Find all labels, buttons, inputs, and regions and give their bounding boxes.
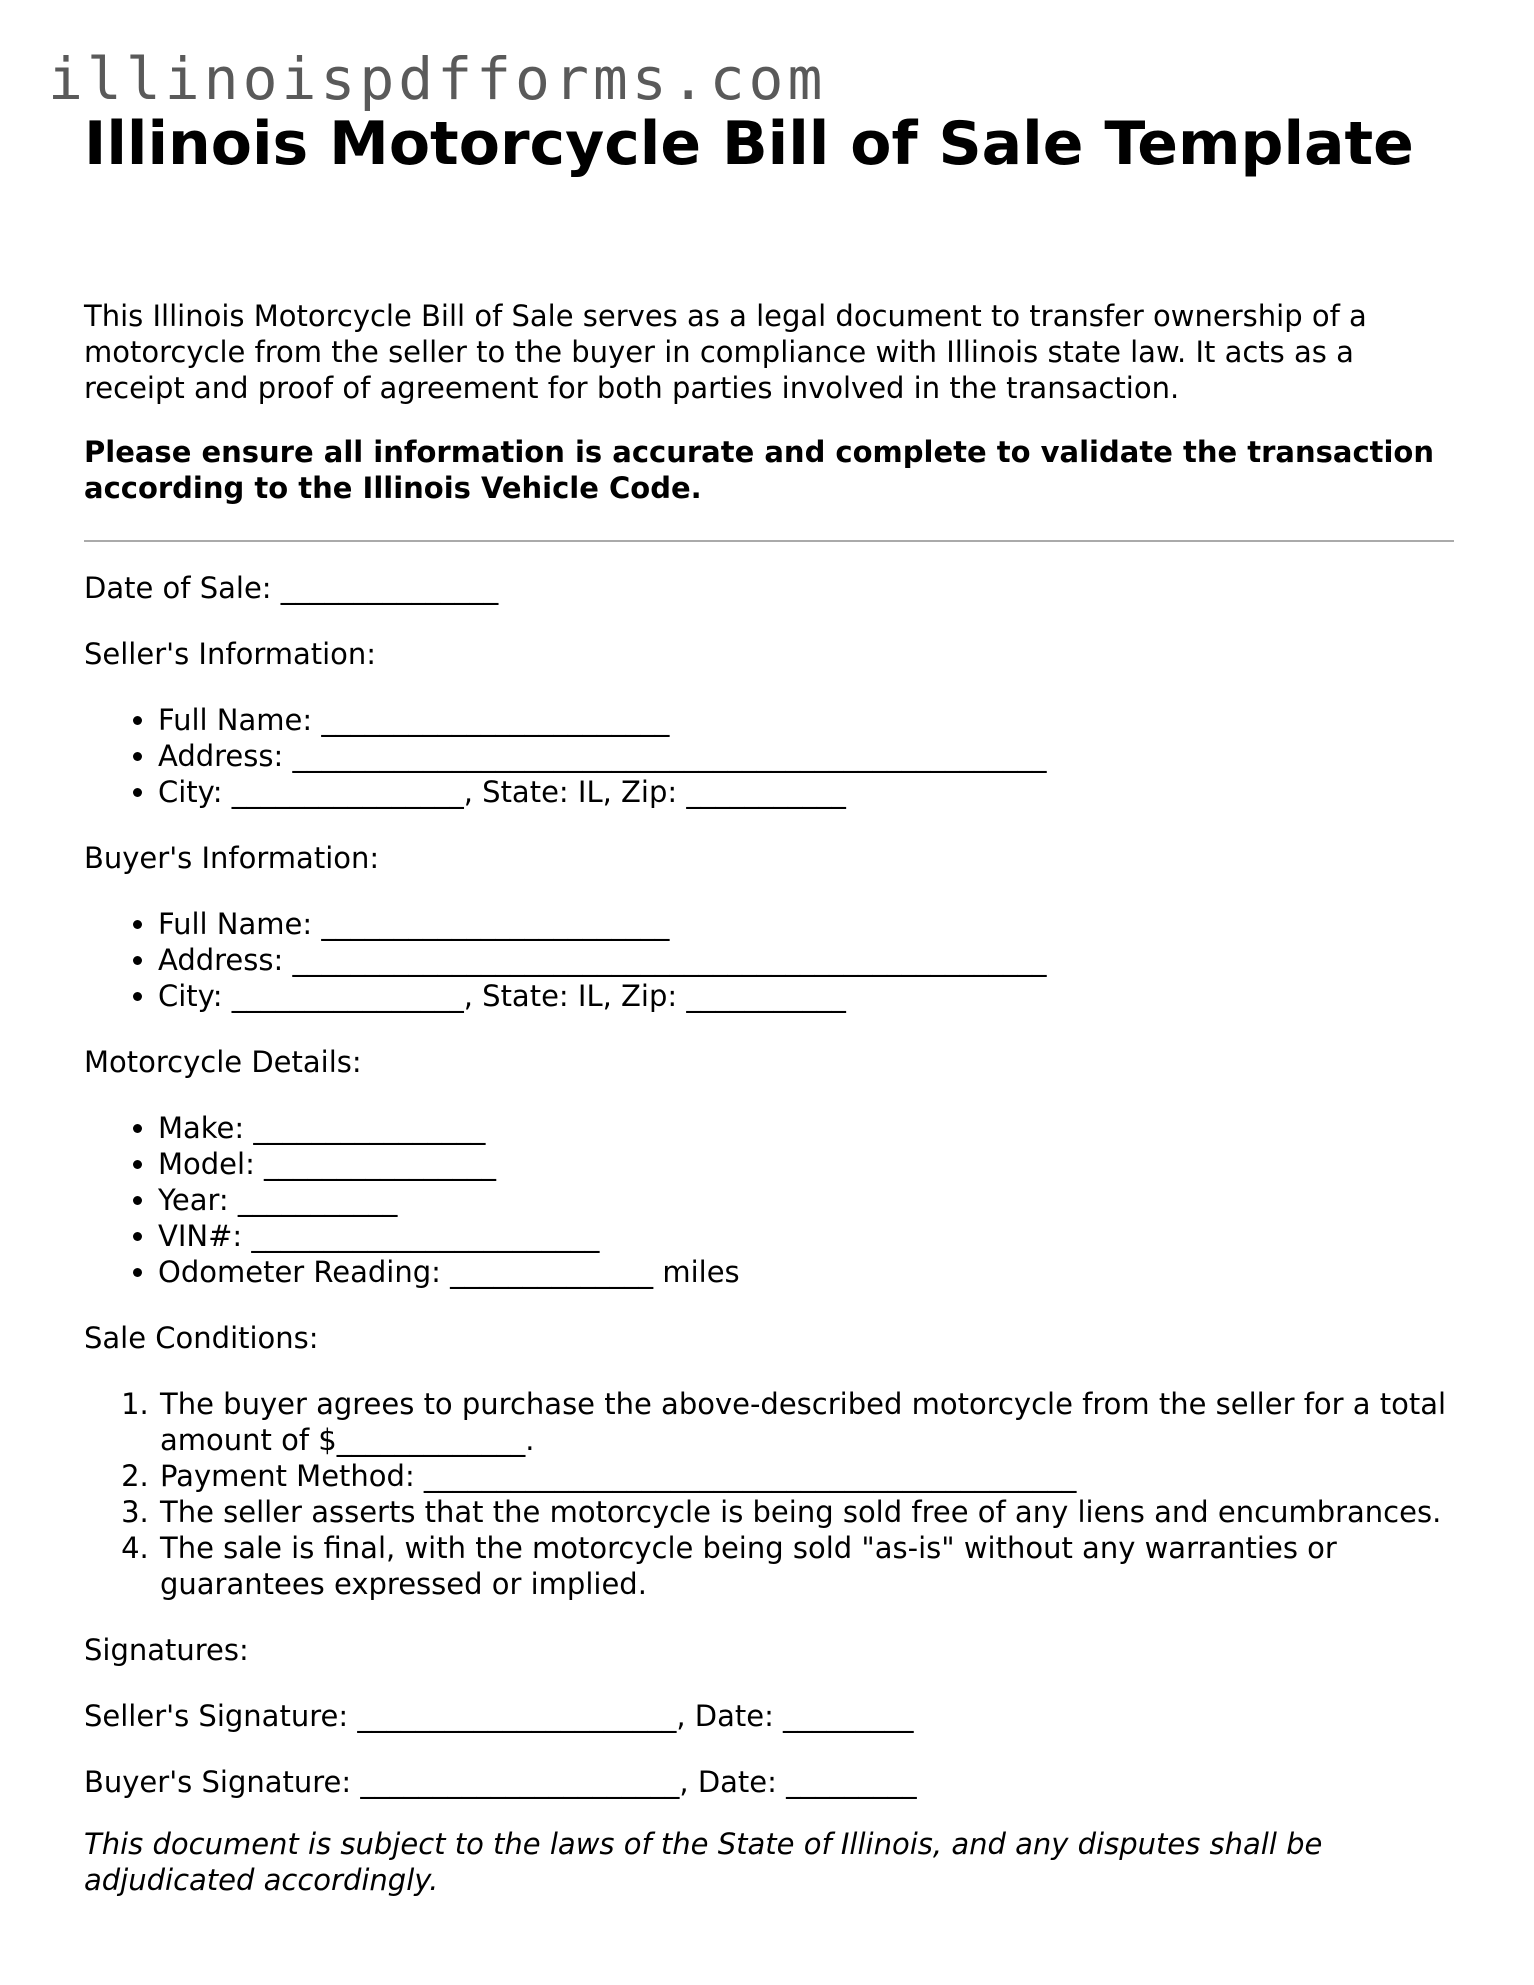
notice-paragraph: Please ensure all information is accurate and complete to validate the transaction according to the Illinois Vehicle Code. [84,435,1435,505]
conditions-list [84,1386,1454,1602]
buyer-section-heading: Buyer's Information: [84,841,380,875]
condition-purchase-amount: 1. The buyer agrees to purchase the above-described motorcycle from the seller for a total amount of $_____________. [158,1386,1454,1458]
motorcycle-section-heading: Motorcycle Details: [84,1045,362,1079]
seller-section-heading: Seller's Information: [84,637,377,671]
condition-no-liens: 3. The seller asserts that the motorcycle is being sold free of any liens and encumbrances. [158,1494,1454,1530]
buyer-full-name-field: • Full Name: ________________________ [158,906,1454,942]
seller-field-list [84,702,1454,810]
buyer-city-state-zip-field: • City: ________________, State: IL, Zip: ___________ [158,978,1454,1014]
model-field: • Model: ________________ [158,1146,1454,1182]
site-watermark: illinoispdfforms.com [48,45,827,113]
motorcycle-field-list [84,1110,1454,1290]
document-body [84,104,1454,1898]
page-title: Illinois Motorcycle Bill of Sale Template [84,109,1414,179]
seller-signature-line: Seller's Signature: ______________________, Date: _________ [84,1699,914,1733]
intro-paragraph: This Illinois Motorcycle Bill of Sale serves as a legal document to transfer ownership of a motorcycle from the seller to the buyer in compliance with Illinois state law. It acts as a receipt and proof of agreement for both parties involved in the transaction. [84,299,1367,405]
condition-as-is: 4. The sale is final, with the motorcycle being sold "as-is" without any warranties or guarantees expressed or implied. [158,1530,1454,1602]
vin-field: • VIN#: ________________________ [158,1218,1454,1254]
closing-statement: This document is subject to the laws of the State of Illinois, and any disputes shall be adjudicated accordingly. [84,1827,1323,1897]
date-of-sale-field: Date of Sale: _______________ [84,571,499,605]
seller-address-field: • Address: ____________________________________________________ [158,738,1454,774]
condition-payment-method: 2. Payment Method: _____________________________________________ [158,1458,1454,1494]
odometer-field: • Odometer Reading: ______________ miles [158,1254,1454,1290]
make-field: • Make: ________________ [158,1110,1454,1146]
conditions-section-heading: Sale Conditions: [84,1321,319,1355]
signatures-section-heading: Signatures: [84,1633,249,1667]
buyer-signature-line: Buyer's Signature: ______________________, Date: _________ [84,1765,917,1799]
seller-city-state-zip-field: • City: ________________, State: IL, Zip: ___________ [158,774,1454,810]
seller-full-name-field: • Full Name: ________________________ [158,702,1454,738]
buyer-address-field: • Address: ____________________________________________________ [158,942,1454,978]
buyer-field-list [84,906,1454,1014]
section-divider [84,540,1454,542]
year-field: • Year: ___________ [158,1182,1454,1218]
